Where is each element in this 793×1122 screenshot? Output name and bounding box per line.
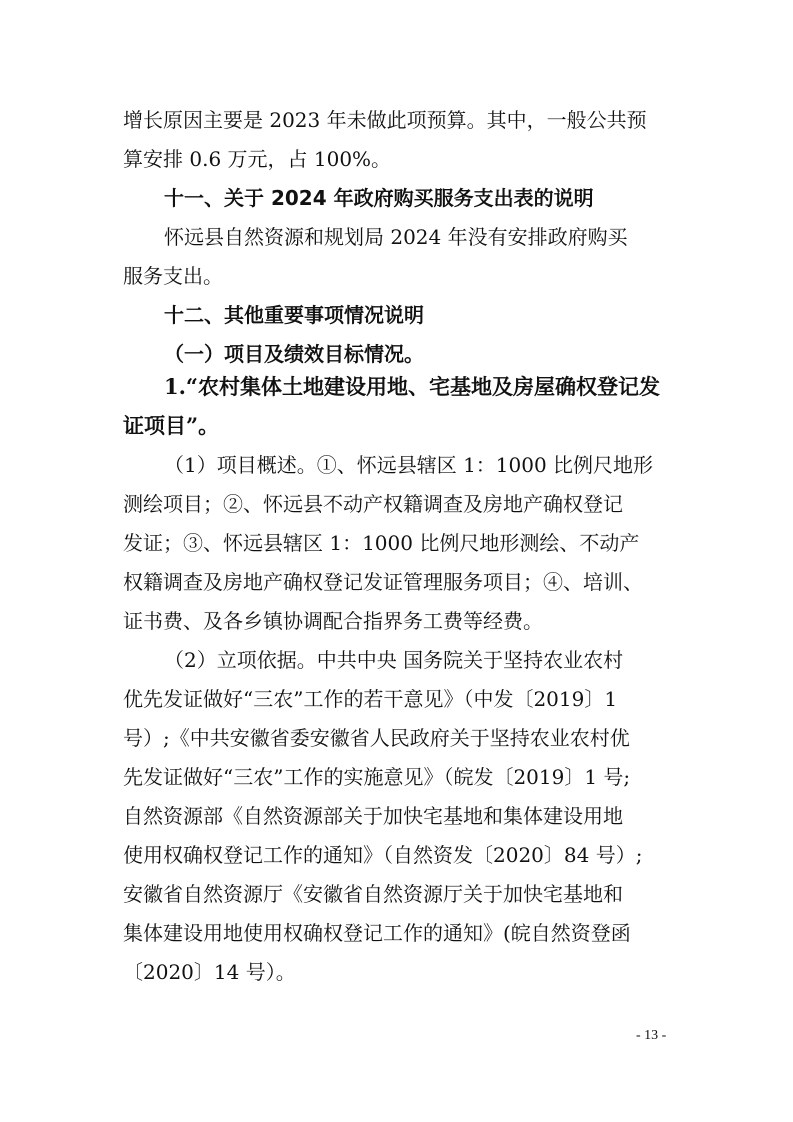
- body-line: 先发证做好“三农”工作的实施意见》（皖发〔2019〕1 号;: [123, 765, 631, 789]
- page-number: - 13 -: [636, 1028, 667, 1043]
- body-line: 怀远县自然资源和规划局 2024 年没有安排政府购买: [164, 225, 628, 249]
- body-line: 自然资源部《自然资源部关于加快宅基地和集体建设用地: [123, 804, 623, 828]
- body-line: 算安排 0.6 万元，占 100%。: [123, 147, 392, 171]
- body-line: 发证；③、怀远县辖区 1：1000 比例尺地形测绘、不动产: [123, 531, 640, 555]
- body-line: 〔2020〕14 号）。: [123, 960, 296, 984]
- body-line: （2）立项依据。中共中央 国务院关于坚持农业农村: [164, 648, 624, 672]
- body-line: 优先发证做好“三农”工作的若干意见》（中发〔2019〕1: [123, 687, 618, 711]
- body-line: 使用权确权登记工作的通知》（自然资发〔2020〕84 号）;: [123, 843, 643, 867]
- body-line: 证书费、及各乡镇协调配合指界务工费等经费。: [123, 609, 543, 633]
- body-line: 增长原因主要是 2023 年未做此项预算。其中，一般公共预: [123, 108, 647, 132]
- body-line: 安徽省自然资源厅《安徽省自然资源厅关于加快宅基地和: [123, 882, 623, 906]
- body-line: 集体建设用地使用权确权登记工作的通知》(皖自然资登函: [123, 921, 631, 945]
- body-line: （1）项目概述。①、怀远县辖区 1：1000 比例尺地形: [164, 453, 654, 477]
- project-title: 证项目”。: [123, 413, 220, 438]
- body-line: 权籍调查及房地产确权登记发证管理服务项目；④、培训、: [123, 570, 643, 594]
- section-heading-11: 十一、关于 2024 年政府购买服务支出表的说明: [164, 186, 594, 210]
- body-line: 号）;《中共安徽省委安徽省人民政府关于坚持农业农村优: [123, 726, 630, 750]
- body-line: 测绘项目；②、怀远县不动产权籍调查及房地产确权登记: [123, 492, 623, 516]
- subsection-heading: （一）项目及绩效目标情况。: [164, 342, 424, 366]
- project-title: 1.“农村集体土地建设用地、宅基地及房屋确权登记发: [164, 374, 660, 399]
- body-line: 服务支出。: [123, 264, 223, 288]
- section-heading-12: 十二、其他重要事项情况说明: [164, 303, 424, 327]
